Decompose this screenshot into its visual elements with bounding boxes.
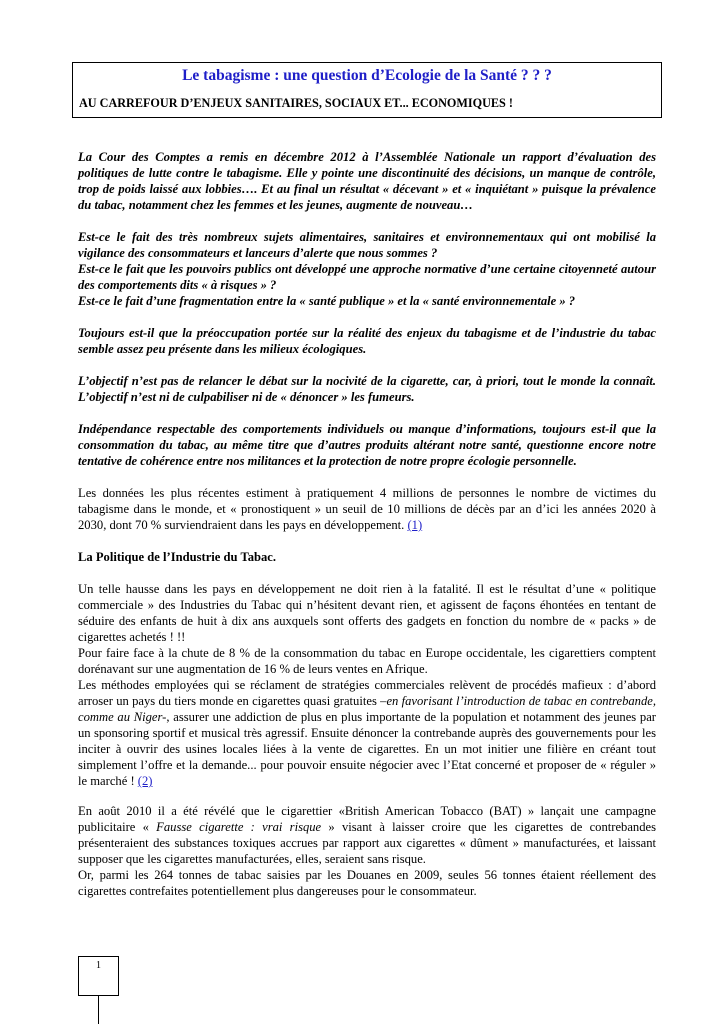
section-heading: La Politique de l’Industrie du Tabac. bbox=[78, 550, 277, 564]
intro-question-2: Est-ce le fait que les pouvoirs publics ont développé une approche normative d’une certaine citoyenneté autour des comportements dits « à risques » ? bbox=[78, 262, 656, 292]
document-body bbox=[78, 149, 656, 899]
intro-question-1: Est-ce le fait des très nombreux sujets alimentaires, sanitaires et environnementaux qui ont mobilisé la vigilance des consommateurs et lanceurs d’alerte que nous sommes ? bbox=[78, 230, 656, 260]
intro-paragraph-objective: L’objectif n’est pas de relancer le débat sur la nocivité de la cigarette, car, à priori, tout le monde la connaît. L’objectif n’est ni de culpabiliser ni de « dénoncer » les fumeurs. bbox=[78, 374, 656, 404]
page-number: 1 bbox=[96, 960, 101, 971]
page-number-divider bbox=[98, 996, 99, 1024]
body-paragraph-methodes bbox=[78, 677, 656, 789]
bat-text-italic: Fausse cigarette : vrai risque bbox=[156, 820, 322, 834]
methodes-text-start: Les méthodes employées qui se réclament de stratégies commerciales relèvent de procédés mafieux : d’abord arroser un pays du tiers monde en cigarettes quasi gratuites bbox=[78, 678, 656, 708]
body-paragraph-bat bbox=[78, 803, 656, 867]
body-paragraph-chute: Pour faire face à la chute de 8 % de la consommation du tabac en Europe occidentale, les cigarettiers comptent dorénavant sur une augmentation de 16 % de leurs ventes en Afrique. bbox=[78, 646, 656, 676]
methodes-text-end: , assurer une addiction de plus en plus importante de la population et notamment des jeunes par un sponsoring sportif et musical très agressif. Ensuite dénoncer la contrebande auprès des gouvernements pour les inciter à ouvrir des usines locales liées à la vente de cigarettes. En un mot initier une filière en créant tout simplement l’offre et la demande... pour pouvoir ensuite négocier avec l’Etat concerné et proposer de « réguler » le marché ! bbox=[78, 710, 657, 788]
bat-text-end: » visant à laisser croire que les cigarettes de contrebandes présenteraient des substances toxiques accrues par rapport aux cigarettes « dûment » manufacturées, et laissant supposer que les cigarettes manufacturées, elles, seraient sans risque. bbox=[78, 820, 657, 866]
intro-paragraph-concern: Toujours est-il que la préoccupation portée sur la réalité des enjeux du tabagisme et de l’industrie du tabac semble assez peu présente dans les milieux écologiques. bbox=[78, 326, 656, 356]
title-box bbox=[72, 62, 662, 118]
intro-paragraph-independence: Indépendance respectable des comportements individuels ou manque d’informations, toujours est-il que la consommation du tabac, au même titre que d’autres produits altérant notre santé, questionne encore notre tentative de cohérence entre nos militances et la protection de notre propre écologie personnelle. bbox=[78, 422, 656, 468]
footnote-link-2[interactable]: (2) bbox=[137, 774, 153, 788]
methodes-text-italic: –en favorisant l’introduction de tabac en contrebande, comme au Niger- bbox=[78, 694, 656, 724]
page-number-box bbox=[78, 956, 119, 996]
page-subtitle: AU CARREFOUR D’ENJEUX SANITAIRES, SOCIAUX ET... ECONOMIQUES ! bbox=[79, 96, 513, 110]
data-paragraph bbox=[78, 485, 656, 533]
page-title: Le tabagisme : une question d’Ecologie de la Santé ? ? ? bbox=[182, 67, 552, 84]
footnote-link-1[interactable]: (1) bbox=[407, 518, 423, 532]
intro-paragraph: La Cour des Comptes a remis en décembre 2012 à l’Assemblée Nationale un rapport d’évaluation des politiques de lutte contre le tabagisme. Elle y pointe une discontinuité des décisions, un manque de contrôle, trop de poids laissé aux lobbies…. Et au final un résultat « décevant » et « inquiétant » puisque la prévalence du tabac, notamment chez les femmes et les jeunes, augmente de nouveau… bbox=[78, 150, 656, 212]
data-paragraph-text: Les données les plus récentes estiment à pratiquement 4 millions de personnes le nombre de victimes du tabagisme dans le monde, et « pronostiquent » un seuil de 10 millions de décès par an d’ici les années 2020 à 2030, dont 70 % surviendraient dans les pays en développement. bbox=[78, 486, 656, 532]
intro-question-3: Est-ce le fait d’une fragmentation entre la « santé publique » et la « santé environnementale » ? bbox=[78, 294, 576, 308]
body-paragraph-hausse: Un telle hausse dans les pays en développement ne doit rien à la fatalité. Il est le résultat d’une « politique commerciale » des Industries du Tabac qui n’hésitent devant rien, et agissent de façons éhontées en tentant de séduire des enfants de huit à dix ans auxquels sont offerts des gadgets en fonction du nombre de « packs » de cigarettes achetés ! !! bbox=[78, 582, 656, 644]
bat-text-start: En août 2010 il a été révélé que le cigarettier «British American Tobacco (BAT) » lançait une campagne publicitaire « bbox=[78, 804, 656, 834]
body-paragraph-douanes: Or, parmi les 264 tonnes de tabac saisies par les Douanes en 2009, seules 56 tonnes étaient réellement des cigarettes contrefaites potentiellement plus dangereuses pour le consommateur. bbox=[78, 868, 656, 898]
